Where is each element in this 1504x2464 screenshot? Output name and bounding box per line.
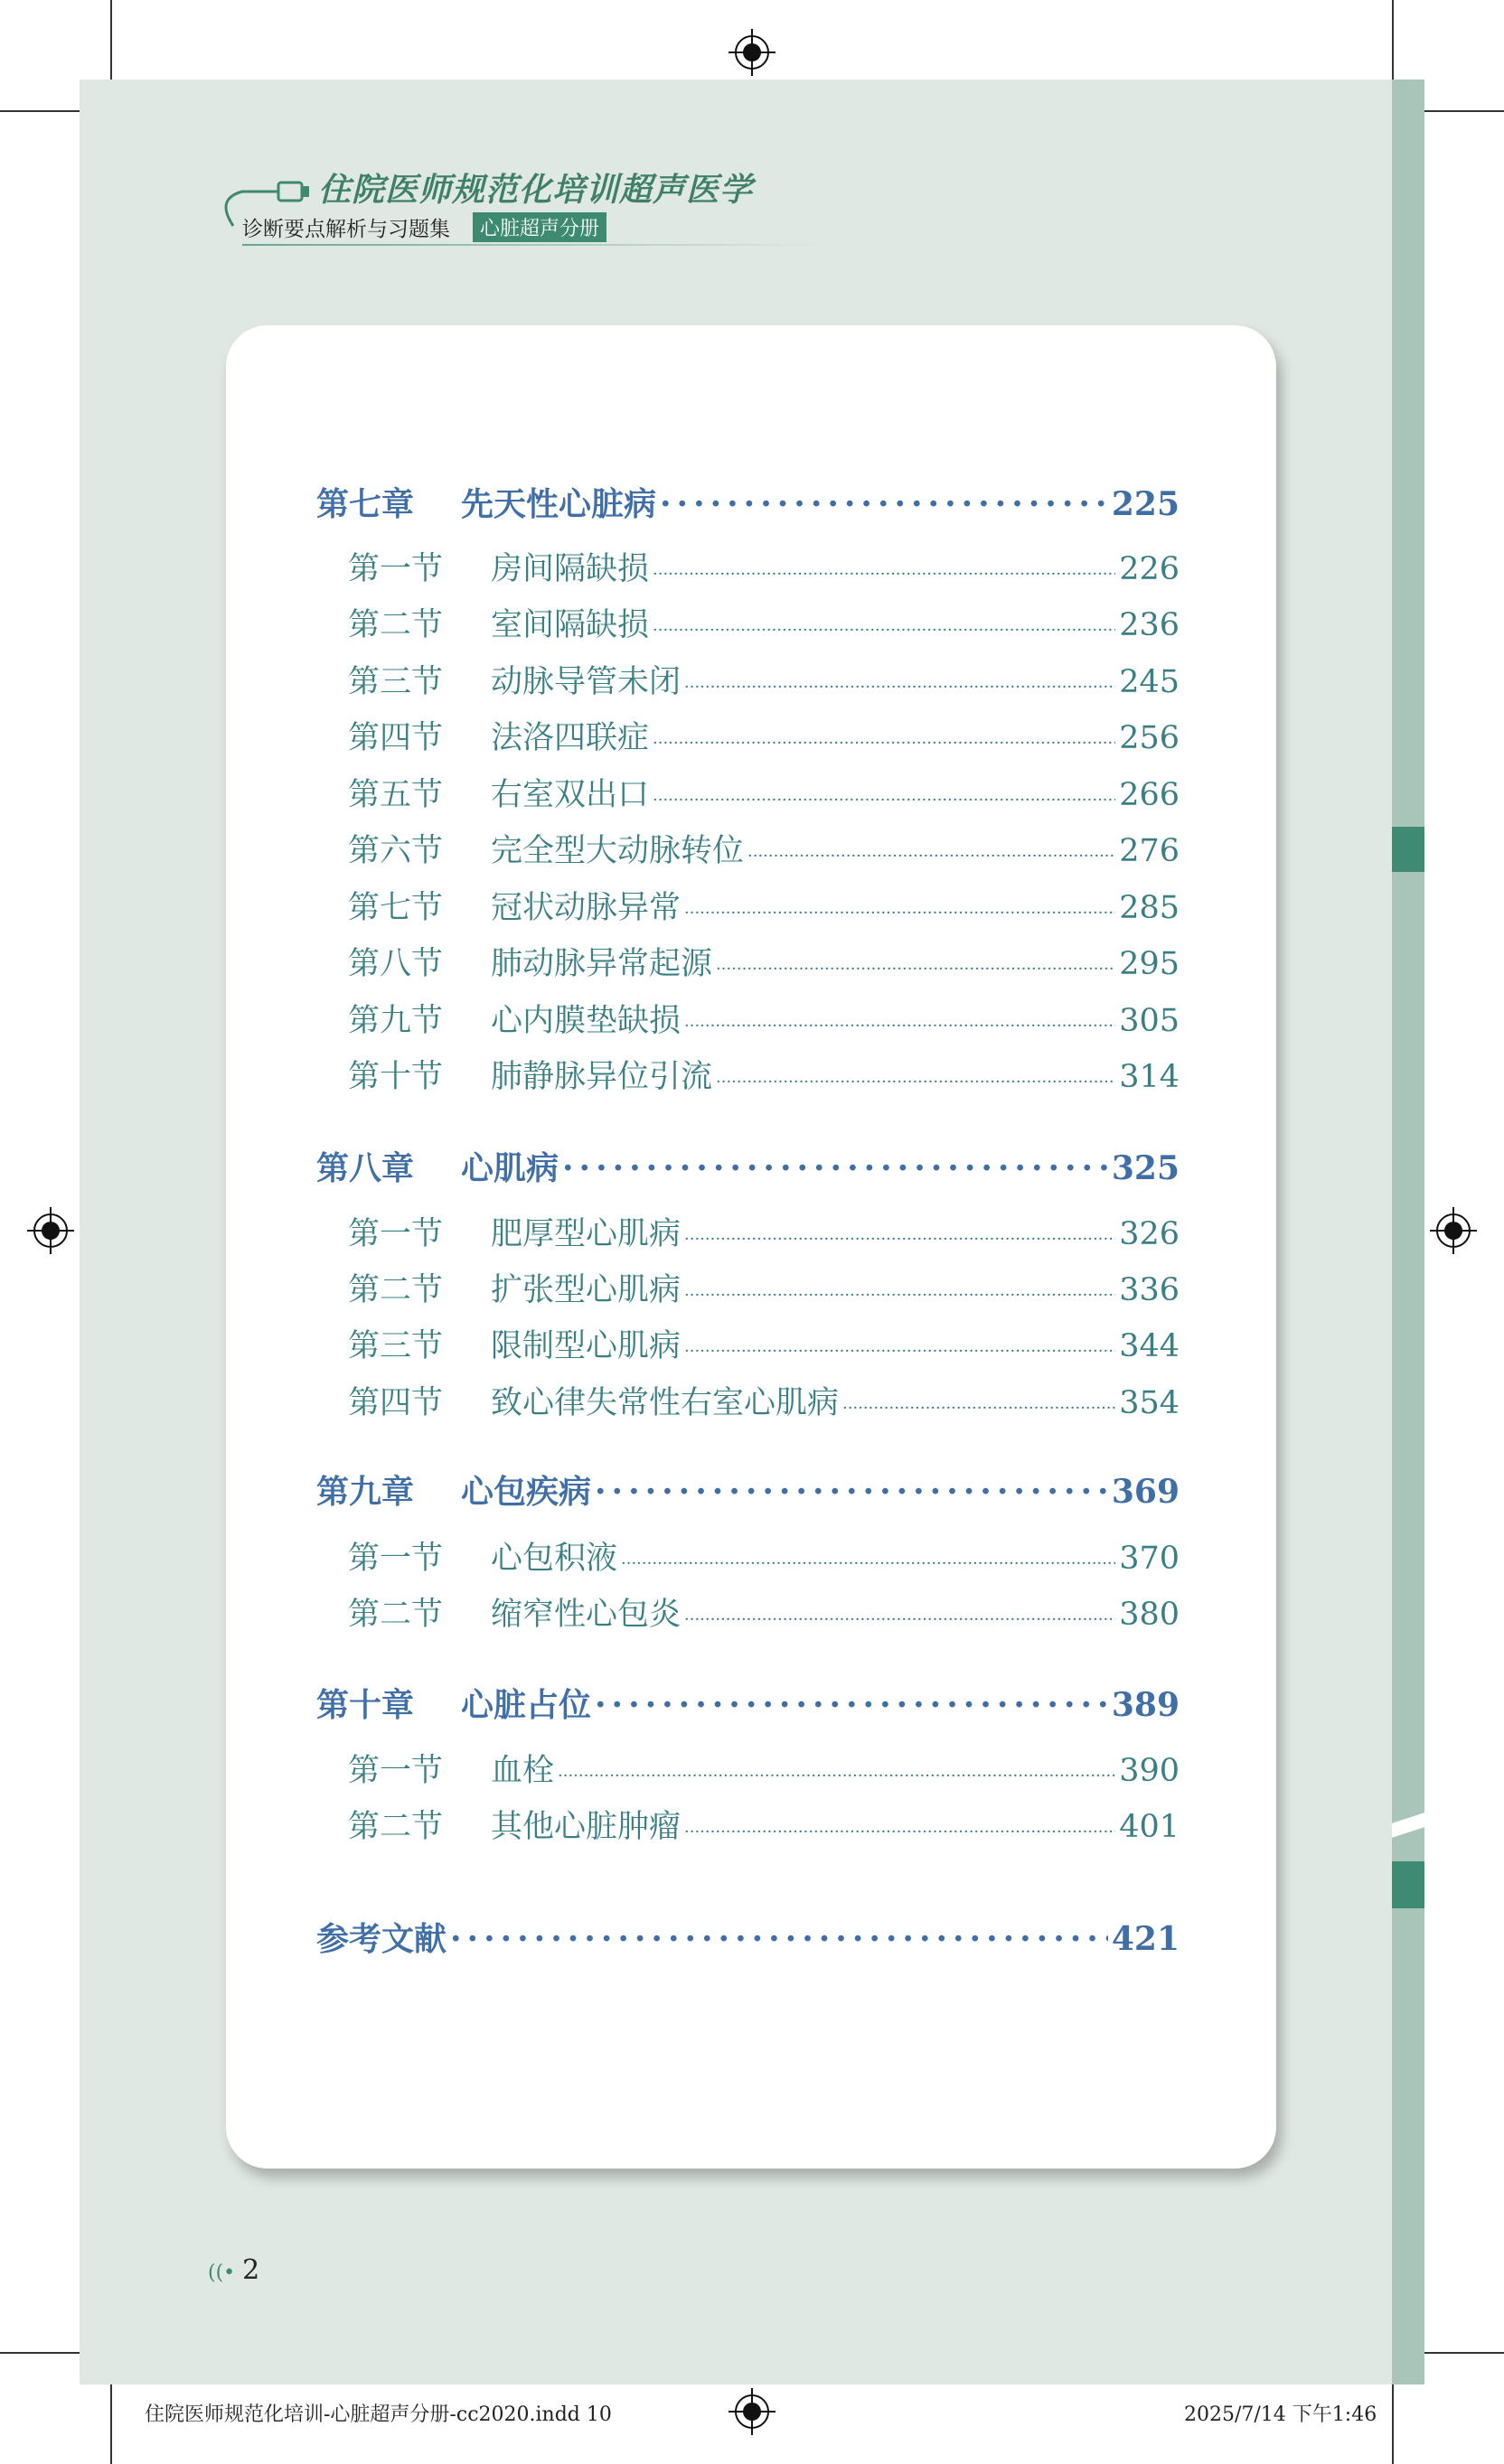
page-number: 336	[1119, 1272, 1180, 1308]
page-footer	[208, 2254, 259, 2286]
page-number: 256	[1119, 720, 1180, 756]
leader-dots	[595, 1473, 1108, 1511]
leader-dots	[684, 904, 1115, 923]
toc-section-row[interactable]	[348, 883, 1180, 930]
toc-chapter-row[interactable]	[316, 479, 1180, 526]
crop-mark	[0, 110, 80, 112]
page-number: 354	[1119, 1385, 1180, 1421]
side-band	[1392, 80, 1424, 2384]
section-number: 第一节	[348, 1541, 444, 1577]
section-number: 第一节	[348, 551, 444, 587]
section-title: 法洛四联症	[491, 720, 650, 756]
leader-dots	[684, 1017, 1115, 1035]
toc-section-row[interactable]	[348, 657, 1180, 704]
section-title: 心包积液	[491, 1541, 618, 1577]
page-number: 380	[1119, 1597, 1180, 1633]
toc-references-row[interactable]	[316, 1914, 1180, 1961]
section-number: 第五节	[348, 777, 444, 813]
section-title: 动脉导管未闭	[491, 664, 682, 700]
file-slug: 住院医师规范化培训-心脏超声分册-cc2020.indd 10	[145, 2403, 612, 2426]
leader-dots	[660, 485, 1108, 523]
leader-dots	[684, 1286, 1115, 1305]
section-title: 冠状动脉异常	[491, 890, 682, 926]
toc-section-row[interactable]	[348, 996, 1180, 1043]
section-title: 心内膜垫缺损	[491, 1003, 682, 1039]
toc-section-row[interactable]	[348, 770, 1180, 817]
page-number: 245	[1119, 664, 1180, 700]
sound-wave-icon: ((•	[208, 2262, 236, 2284]
page-number: 226	[1119, 551, 1180, 587]
chapter-number: 第九章	[316, 1473, 415, 1511]
crop-mark	[1392, 2384, 1394, 2464]
page-number: 325	[1111, 1149, 1180, 1187]
toc-section-row[interactable]	[348, 1746, 1180, 1793]
page-number: 370	[1119, 1541, 1180, 1577]
toc-chapter-row[interactable]	[316, 1143, 1180, 1190]
toc-section-row[interactable]	[348, 1321, 1180, 1368]
page-number: 344	[1119, 1328, 1180, 1364]
section-title: 扩张型心肌病	[491, 1272, 682, 1308]
page-number: 285	[1119, 890, 1180, 926]
section-number: 第四节	[348, 720, 444, 756]
section-title: 室间隔缺损	[491, 607, 650, 643]
leader-dots	[684, 1822, 1115, 1841]
page-number: 326	[1119, 1216, 1180, 1252]
crop-mark	[1392, 0, 1394, 80]
chapter-title: 心包疾病	[461, 1473, 592, 1511]
toc-section-row[interactable]	[348, 713, 1180, 760]
leader-dots	[653, 621, 1115, 640]
page-number: 314	[1119, 1059, 1180, 1095]
section-number: 第二节	[348, 1272, 444, 1308]
section-number: 第四节	[348, 1385, 444, 1421]
page-number: 276	[1119, 833, 1180, 869]
section-title: 肺静脉异位引流	[491, 1059, 713, 1095]
section-number: 第六节	[348, 833, 444, 869]
toc-section-row[interactable]	[348, 1533, 1180, 1580]
leader-dots	[621, 1554, 1115, 1573]
page-number: 369	[1111, 1473, 1180, 1511]
chapter-number: 第七章	[316, 485, 415, 523]
leader-dots	[716, 1073, 1115, 1091]
crop-mark	[110, 2384, 112, 2464]
leader-dots	[558, 1766, 1115, 1785]
registration-mark-icon	[1430, 1207, 1477, 1254]
leader-dots	[653, 565, 1115, 584]
leader-dots	[653, 791, 1115, 810]
section-number: 第二节	[348, 607, 444, 643]
section-number: 第七节	[348, 890, 444, 926]
chapter-number: 第十章	[316, 1686, 415, 1724]
leader-dots	[684, 1230, 1115, 1249]
section-number: 第三节	[348, 664, 444, 700]
section-number: 第八节	[348, 946, 444, 982]
toc-section-row[interactable]	[348, 1802, 1180, 1849]
section-number: 第一节	[348, 1753, 444, 1789]
toc-section-row[interactable]	[348, 939, 1180, 986]
section-number: 第十节	[348, 1059, 444, 1095]
page-number: 390	[1119, 1753, 1180, 1789]
section-title: 肺动脉异常起源	[491, 946, 713, 982]
chapter-tab	[1392, 1861, 1424, 1908]
crop-mark	[110, 0, 112, 80]
chapter-title: 心脏占位	[461, 1686, 592, 1724]
section-number: 第九节	[348, 1003, 444, 1039]
section-title: 缩窄性心包炎	[491, 1597, 682, 1633]
toc-section-row[interactable]	[348, 1378, 1180, 1425]
date-slug: 2025/7/14 下午1:46	[1184, 2403, 1377, 2426]
leader-dots	[684, 1610, 1115, 1629]
page-number: 401	[1119, 1809, 1180, 1845]
section-number: 第三节	[348, 1328, 444, 1364]
toc-section-row[interactable]	[348, 1589, 1180, 1636]
leader-dots	[653, 734, 1115, 753]
chapter-number: 第八章	[316, 1149, 415, 1187]
page-number: 305	[1119, 1003, 1180, 1039]
leader-dots	[595, 1686, 1108, 1724]
leader-dots	[450, 1920, 1108, 1958]
chapter-title: 先天性心脏病	[461, 485, 657, 523]
leader-dots	[684, 678, 1115, 697]
crop-mark	[1424, 2352, 1504, 2354]
section-title: 肥厚型心肌病	[491, 1216, 682, 1252]
registration-mark-icon	[27, 1207, 74, 1254]
volume-tag: 心脏超声分册	[473, 212, 606, 242]
section-number: 第二节	[348, 1809, 444, 1845]
leader-dots	[684, 1342, 1115, 1361]
toc-chapter-row[interactable]	[316, 1466, 1180, 1513]
book-title: 住院医师规范化培训超声医学	[318, 171, 754, 209]
registration-mark-icon	[728, 2388, 776, 2435]
section-title: 右室双出口	[491, 777, 650, 813]
section-title: 限制型心肌病	[491, 1328, 682, 1364]
toc-section-row[interactable]	[348, 1265, 1180, 1312]
section-number: 第一节	[348, 1216, 444, 1252]
leader-dots	[747, 847, 1115, 866]
section-number: 第二节	[348, 1597, 444, 1633]
book-subtitle: 诊断要点解析与习题集	[242, 218, 450, 241]
page-number: 295	[1119, 946, 1180, 982]
section-title: 致心律失常性右室心肌病	[491, 1385, 840, 1421]
header-rule	[242, 244, 821, 246]
registration-mark-icon	[728, 29, 776, 76]
folio-number: 2	[242, 2254, 260, 2286]
crop-mark	[1424, 110, 1504, 112]
chapter-tab	[1392, 827, 1424, 872]
leader-dots	[562, 1149, 1108, 1187]
toc-section-row[interactable]	[348, 544, 1180, 591]
toc-section-row[interactable]	[348, 1052, 1180, 1099]
leader-dots	[716, 960, 1115, 979]
section-title: 完全型大动脉转位	[491, 833, 745, 869]
chapter-title: 心肌病	[461, 1149, 559, 1187]
page-number: 266	[1119, 777, 1180, 813]
page-number: 236	[1119, 607, 1180, 643]
references-title: 参考文献	[316, 1920, 447, 1958]
leader-dots	[842, 1399, 1115, 1418]
toc-section-row[interactable]	[348, 1209, 1180, 1256]
page-number: 389	[1111, 1686, 1180, 1724]
section-title: 其他心脏肿瘤	[491, 1809, 682, 1845]
section-title: 房间隔缺损	[491, 551, 650, 587]
toc-section-row[interactable]	[348, 600, 1180, 647]
crop-mark	[0, 2352, 80, 2354]
section-title: 血栓	[491, 1753, 555, 1789]
toc-section-row[interactable]	[348, 826, 1180, 873]
page-number: 225	[1111, 485, 1180, 523]
toc-chapter-row[interactable]	[316, 1680, 1180, 1727]
page-number: 421	[1111, 1920, 1180, 1958]
